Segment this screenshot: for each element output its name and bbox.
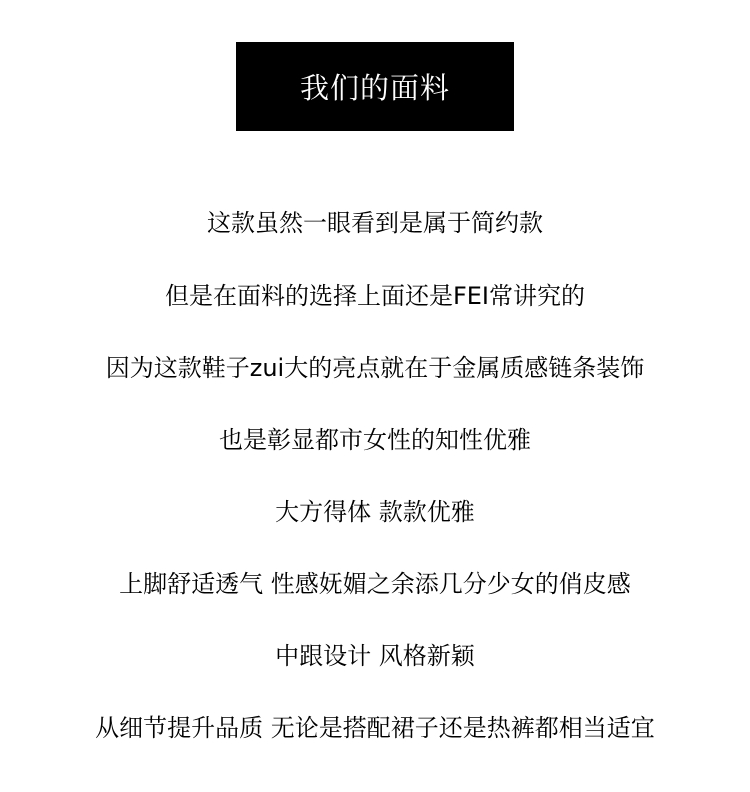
description-line: 上脚舒适透气 性感妩媚之余添几分少女的俏皮感 <box>119 570 631 598</box>
description-line: 但是在面料的选择上面还是FEI常讲究的 <box>164 282 586 310</box>
description-line: 也是彰显都市女性的知性优雅 <box>219 426 531 454</box>
description-line: 从细节提升品质 无论是搭配裙子还是热裤都相当适宜 <box>95 714 655 742</box>
description-line: 这款虽然一眼看到是属于简约款 <box>207 209 543 237</box>
description-line: 因为这款鞋子zui大的亮点就在于金属质感链条装饰 <box>105 354 645 382</box>
description-line: 大方得体 款款优雅 <box>275 498 475 526</box>
page-title: 我们的面料 <box>299 71 450 105</box>
description-line: 中跟设计 风格新颖 <box>275 642 475 670</box>
